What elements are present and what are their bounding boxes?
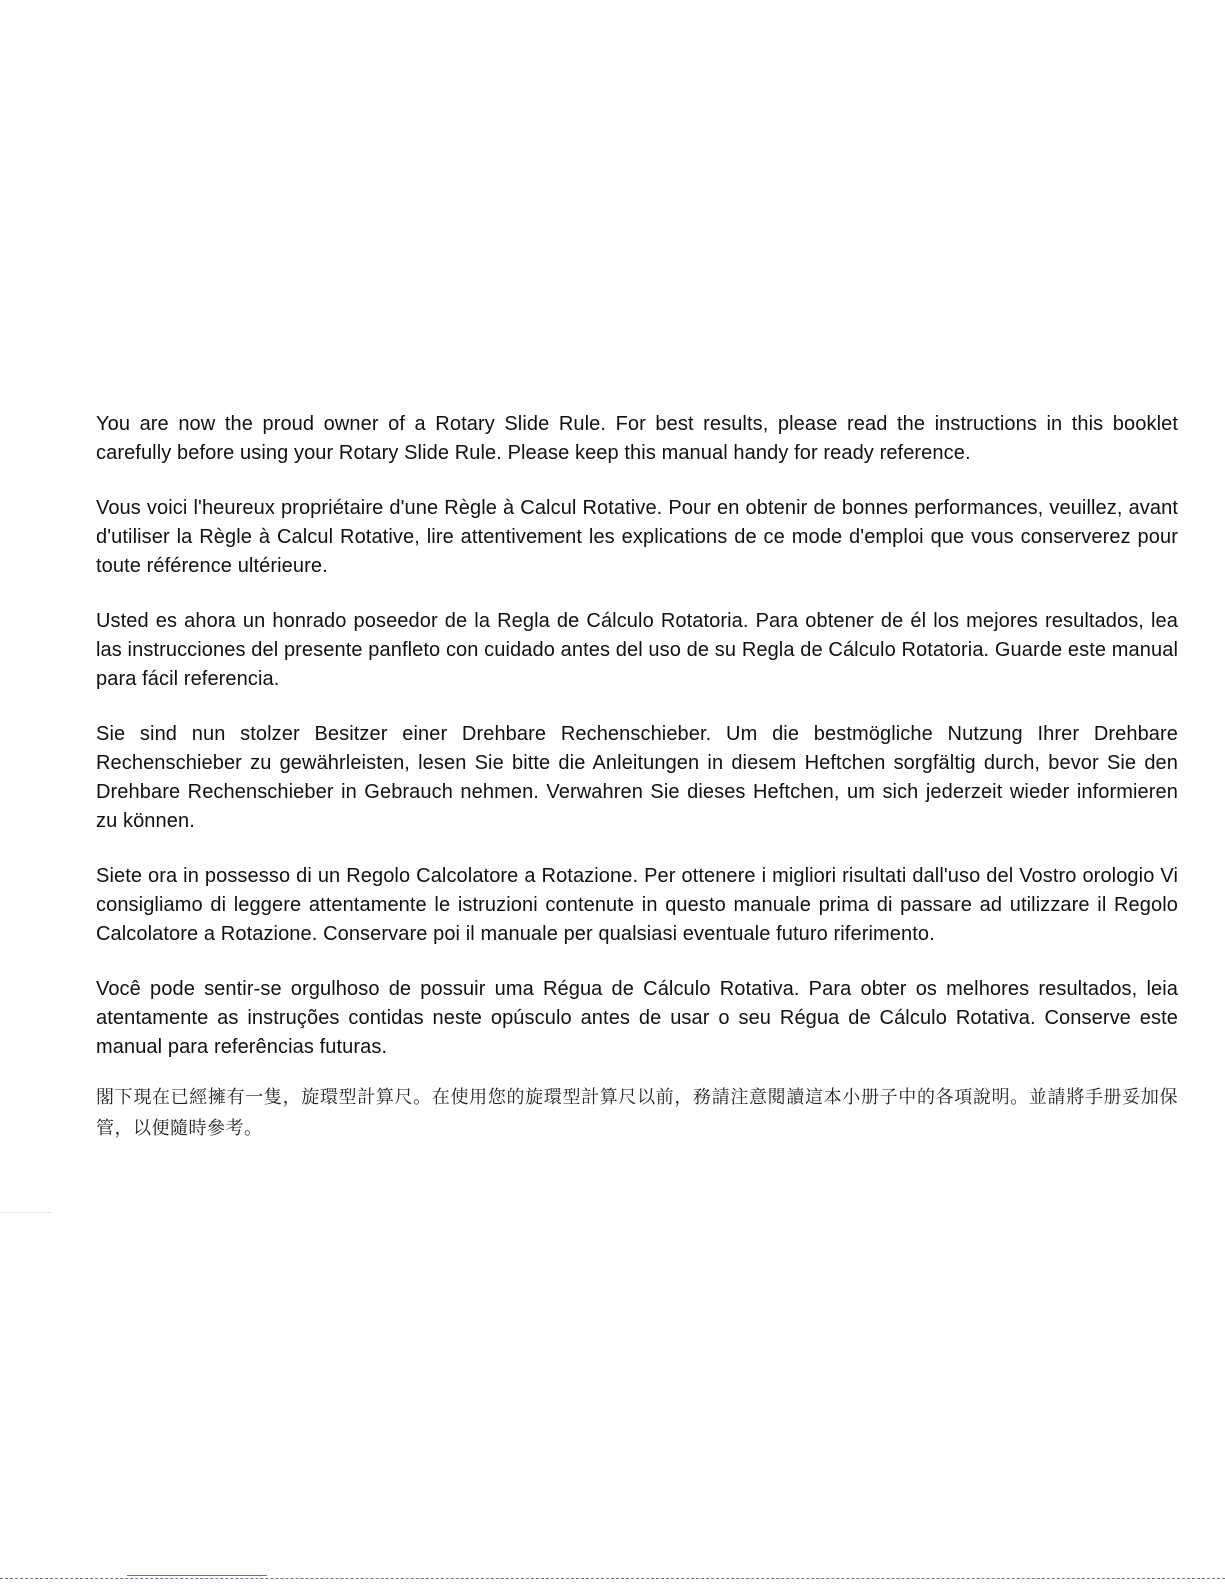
bottom-link-underline [127, 1575, 267, 1576]
intro-paragraph-english: You are now the proud owner of a Rotary Slide Rule. For best results, please read the instructions in this booklet carefully before using your Rotary Slide Rule. Please keep this manual handy for ready reference. [96, 413, 1178, 464]
intro-text-block [96, 410, 1178, 1170]
intro-paragraph-french: Vous voici l'heureux propriétaire d'une Règle à Calcul Rotative. Pour en obtenir de bonnes performances, veuillez, avant d'utiliser la Règle à Calcul Rotative, lire attentivement les explications de ce mode d'emploi que vous conserverez pour toute référence ultérieure. [96, 497, 1178, 577]
intro-paragraph-german: Sie sind nun stolzer Besitzer einer Drehbare Rechenschieber. Um die bestmögliche Nutzung Ihrer Drehbare Rechenschieber zu gewährleisten, lesen Sie bitte die Anleitungen in diesem Heftchen sorgfältig durch, bevor Sie den Drehbare Rechenschieber in Gebrauch nehmen. Verwahren Sie dieses Heftchen, um sich jederzeit wieder informieren zu können. [96, 723, 1178, 832]
intro-paragraph-chinese: 閣下現在已經擁有一隻，旋環型計算尺。在使用您的旋環型計算尺以前，務請注意閱讀這本小册子中的各項說明。並請將手册妥加保管，以便隨時參考。 [96, 1087, 1178, 1139]
intro-paragraph-spanish: Usted es ahora un honrado poseedor de la Regla de Cálculo Rotatoria. Para obtener de él los mejores resultados, lea las instrucciones del presente panfleto con cuidado antes del uso de su Regla de Cálculo Rotatoria. Guarde este manual para fácil referencia. [96, 610, 1178, 690]
scan-edge-mark [0, 1212, 52, 1213]
intro-paragraph-portuguese: Você pode sentir-se orgulhoso de possuir uma Régua de Cálculo Rotativa. Para obter os melhores resultados, leia atentamente as instruções contidas neste opúsculo antes de usar o seu Régua de Cálculo Rotativa. Conserve este manual para referências futuras. [96, 978, 1178, 1058]
intro-paragraph-italian: Siete ora in possesso di un Regolo Calcolatore a Rotazione. Per ottenere i migliori risultati dall'uso del Vostro orologio Vi consigliamo di leggere attentamente le istruzioni contenute in questo manuale prima di passare ad utilizzare il Regolo Calcolatore a Rotazione. Conservare poi il manuale per qualsiasi eventuale futuro riferimento. [96, 865, 1178, 945]
page-bottom-dashed-rule [0, 1578, 1225, 1579]
